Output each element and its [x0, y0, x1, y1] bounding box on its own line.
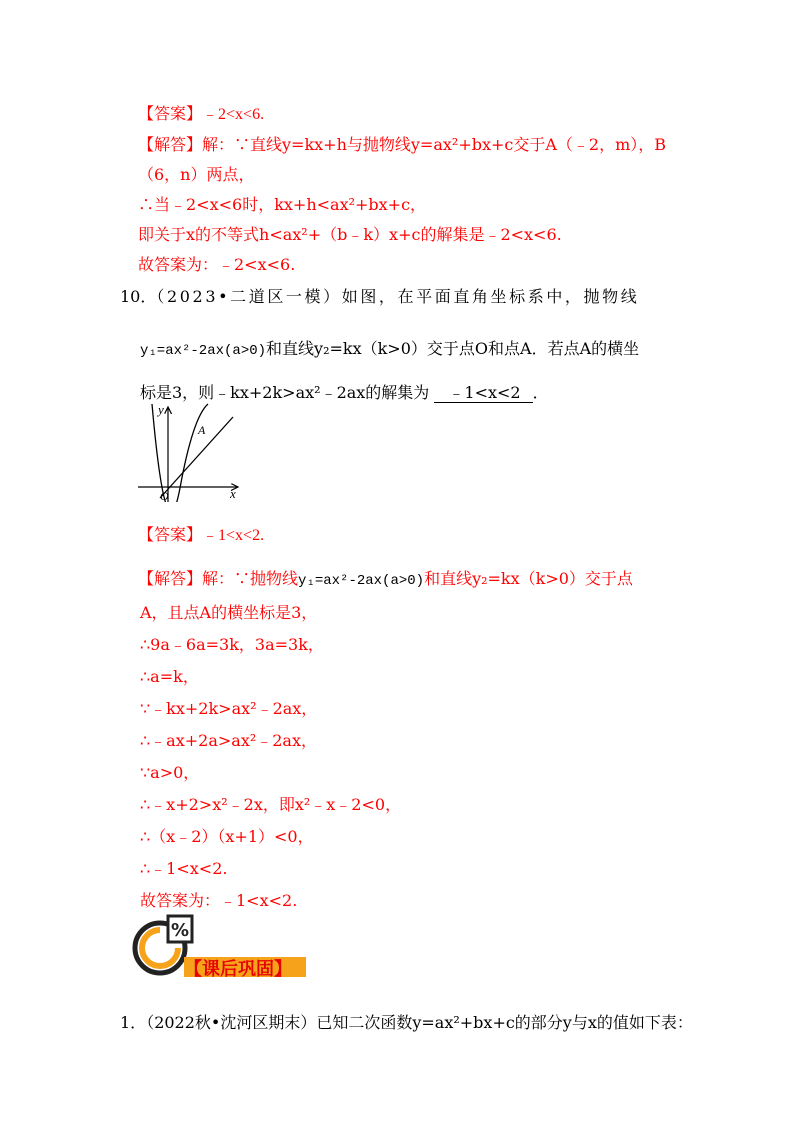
q10-solution-line-8: ∴﹣x+2>x²﹣2x，即x²﹣x﹣2<0， [140, 795, 402, 814]
section-title: 【课后巩固】 [184, 959, 292, 980]
y-axis-label: y [158, 402, 164, 417]
q10-question-line-2 [140, 338, 639, 362]
q10-solution-line-6: ∴﹣ax+2a>ax²﹣2ax， [140, 731, 317, 750]
q10-question-line-3 [140, 382, 549, 404]
answer-tag: 【答案】 [138, 104, 203, 123]
answer-text: ﹣1<x<2. [202, 527, 265, 544]
formula-image: y₁=ax²-2ax(a>0) [140, 343, 267, 359]
q10-solution-line-4: ∴a=k， [140, 667, 199, 686]
question-text: 和直线y₂=kx（k>0）交于点O和点A．若点A的横坐 [266, 339, 640, 358]
q9-solution-line-1 [138, 134, 666, 156]
q10-solution-line-10: ∴﹣1<x<2. [140, 859, 228, 878]
solution-tag: 【解答】 [138, 135, 203, 154]
answer-text: ﹣2<x<6. [202, 106, 265, 123]
q1-question-line [120, 1012, 693, 1034]
point-a-label: A [198, 423, 206, 437]
answer-tag: 【答案】 [138, 525, 203, 544]
solution-text: 解：∵抛物线 [202, 569, 299, 588]
solution-tag: 【解答】 [138, 569, 203, 588]
answer-blank: ﹣1<x<2 [434, 383, 532, 403]
question-text: 标是3，则﹣kx+2k>ax²﹣2ax的解集为 [140, 383, 430, 402]
q9-solution-line-5: 故答案为：﹣2<x<6. [138, 255, 296, 274]
q9-answer-line [138, 103, 264, 126]
q10-solution-line-3: ∴9a﹣6a=3k，3a=3k， [140, 635, 324, 654]
q10-solution-line-11: 故答案为：﹣1<x<2. [140, 891, 298, 910]
question-number: 1． [120, 1013, 147, 1032]
q9-solution-line-3: ∴当﹣2<x<6时，kx+h<ax²+bx+c， [138, 195, 427, 214]
solution-text: 和直线y₂=kx（k>0）交于点 [424, 569, 633, 588]
formula-image: y₁=ax²-2ax(a>0) [298, 573, 425, 589]
q10-answer-line [138, 524, 264, 547]
q10-question-line-1 [120, 286, 639, 308]
q10-solution-line-5: ∵﹣kx+2k>ax²﹣2ax， [140, 699, 318, 718]
q10-solution-line-1 [138, 568, 633, 592]
q10-solution-line-7: ∵a>0， [140, 763, 200, 782]
section-header-logo [128, 912, 318, 982]
parabola-line-graph [138, 402, 248, 502]
solution-text: 解：∵直线y=kx+h与抛物线y=ax²+bx+c交于A（﹣2，m），B [202, 135, 667, 154]
question-end: ． [532, 383, 549, 402]
straight-line [160, 417, 233, 498]
x-axis-label: x [230, 486, 236, 501]
origin-label: O [160, 489, 169, 502]
q10-solution-line-2: A，且点A的横坐标是3， [140, 603, 318, 622]
percent-icon: % [171, 920, 190, 941]
question-number: 10． [120, 287, 157, 306]
q9-solution-line-4: 即关于x的不等式h<ax²+（b﹣k）x+c的解集是﹣2<x<6. [138, 225, 562, 244]
question-source: （2023•二道区一模）如图，在平面直角坐标系中，抛物线 [156, 287, 640, 306]
question-text: （2022秋•沈河区期末）已知二次函数y=ax²+bx+c的部分y与x的值如下表： [146, 1013, 693, 1032]
q10-solution-line-9: ∴（x﹣2）（x+1）<0， [140, 827, 314, 846]
q9-solution-line-2: （6，n）两点， [138, 165, 255, 184]
